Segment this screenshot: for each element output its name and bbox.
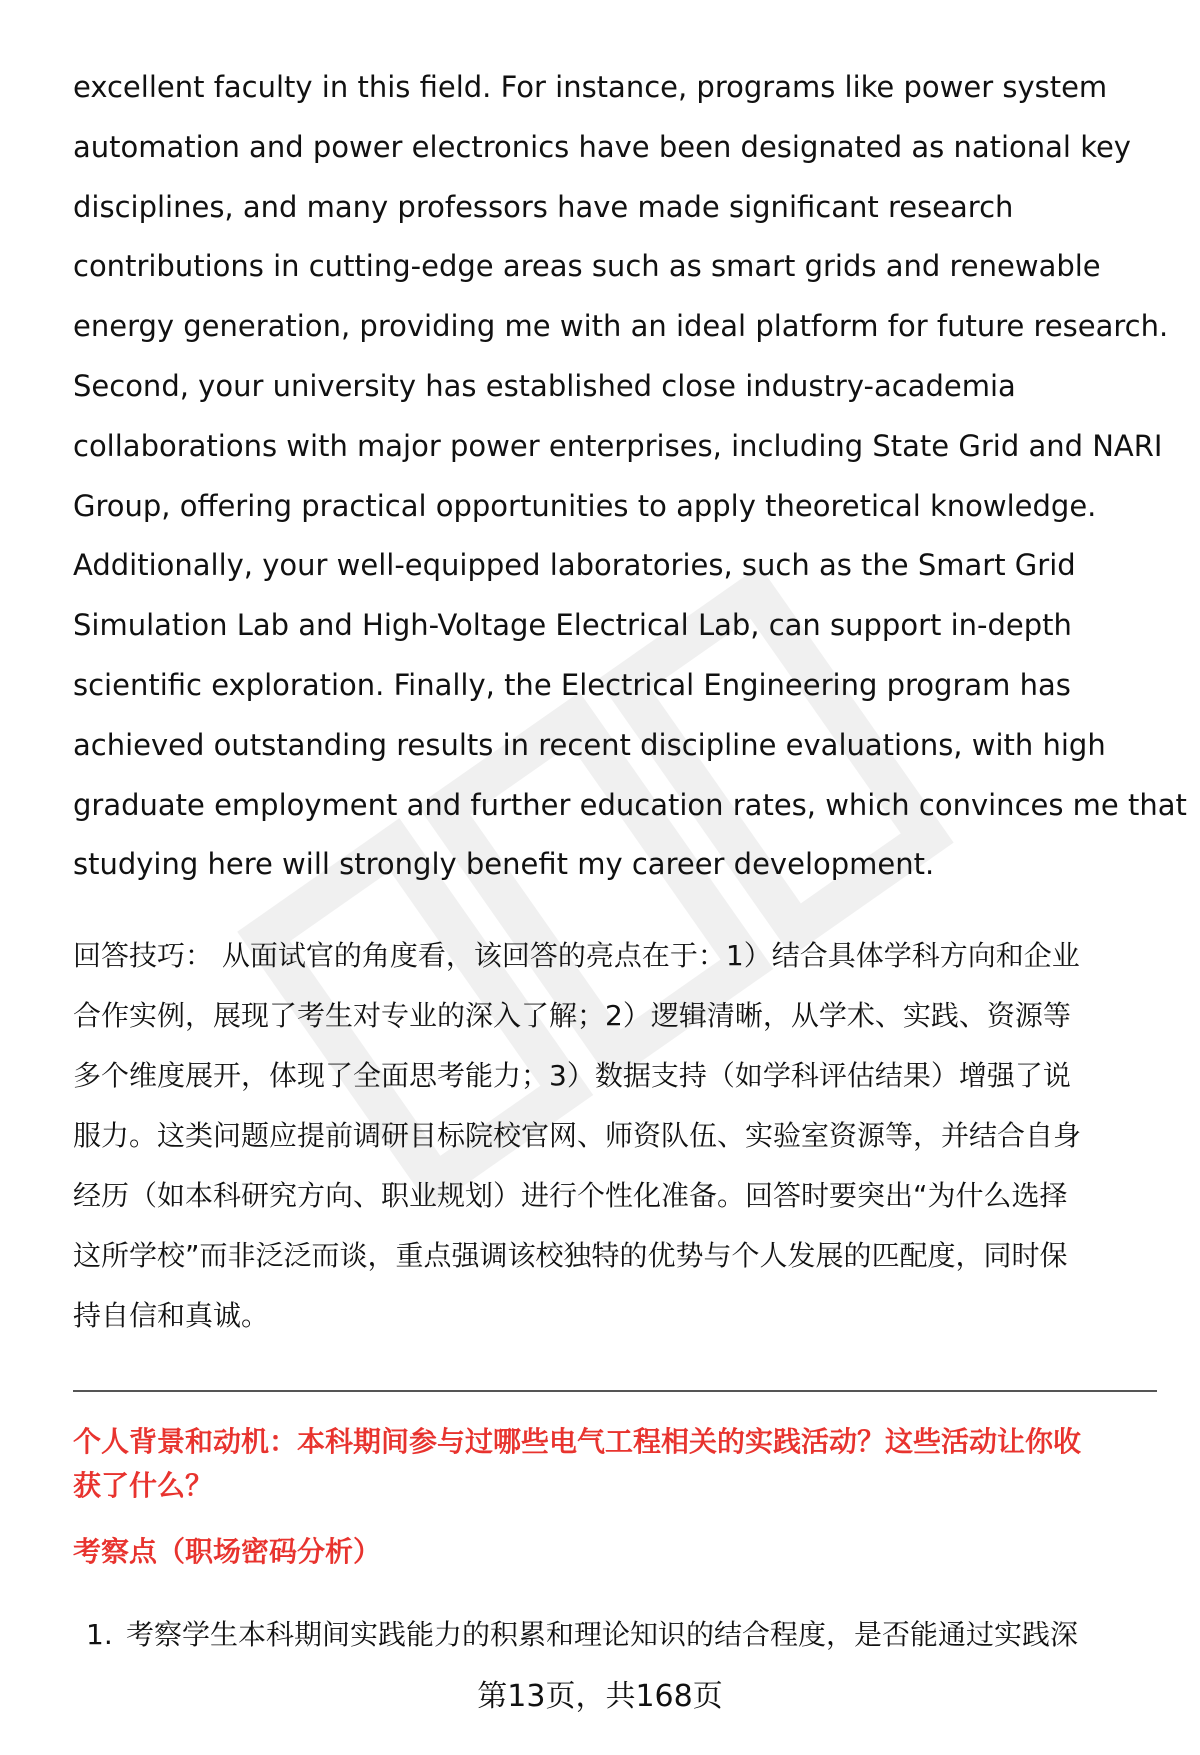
tips-line: 服力。这类问题应提前调研目标院校官网、师资队伍、实验室资源等，并结合自身 bbox=[73, 1119, 1082, 1152]
assessment-points-heading: 考察点（职场密码分析） bbox=[73, 1535, 382, 1568]
answer-line: Group, offering practical opportunities to apply theoretical knowledge. bbox=[73, 488, 1097, 523]
question-heading-line: 获了什么？ bbox=[73, 1469, 214, 1502]
page-number-footer: 第13页，共168页 bbox=[477, 1679, 723, 1714]
answer-line: collaborations with major power enterprises, including State Grid and NARI bbox=[73, 428, 1163, 463]
tips-line: 回答技巧： 从面试官的角度看，该回答的亮点在于：1）结合具体学科方向和企业 bbox=[73, 939, 1080, 972]
tips-line: 经历（如本科研究方向、职业规划）进行个性化准备。回答时要突出“为什么选择 bbox=[73, 1179, 1068, 1212]
answer-line: Additionally, your well-equipped laboratories, such as the Smart Grid bbox=[73, 548, 1076, 583]
list-item bbox=[86, 1613, 1166, 1657]
question-heading bbox=[73, 1420, 1163, 1508]
answer-line: Second, your university has established close industry-academia bbox=[73, 368, 1016, 403]
answer-line: achieved outstanding results in recent discipline evaluations, with high bbox=[73, 727, 1106, 762]
answer-line: scientific exploration. Finally, the Electrical Engineering program has bbox=[73, 667, 1071, 702]
answer-line: disciplines, and many professors have made significant research bbox=[73, 189, 1014, 224]
list-item-number: 1. bbox=[86, 1618, 113, 1651]
answer-line: contributions in cutting-edge areas such as smart grids and renewable bbox=[73, 249, 1101, 284]
answer-line: graduate employment and further education rates, which convinces me that bbox=[73, 787, 1187, 822]
list-item-text: 考察学生本科期间实践能力的积累和理论知识的结合程度，是否能通过实践深 bbox=[126, 1618, 1079, 1651]
answer-line: automation and power electronics have been designated as national key bbox=[73, 129, 1131, 164]
answer-line: excellent faculty in this field. For instance, programs like power system bbox=[73, 70, 1108, 104]
tips-line: 持自信和真诚。 bbox=[73, 1299, 270, 1332]
question-heading-line: 个人背景和动机：本科期间参与过哪些电气工程相关的实践活动？这些活动让你收 bbox=[73, 1425, 1082, 1458]
answer-line: studying here will strongly benefit my career development. bbox=[73, 847, 935, 882]
section-divider bbox=[73, 1390, 1157, 1392]
tips-line: 合作实例，展现了考生对专业的深入了解；2）逻辑清晰，从学术、实践、资源等 bbox=[73, 999, 1071, 1032]
tips-line: 这所学校”而非泛泛而谈，重点强调该校独特的优势与个人发展的匹配度，同时保 bbox=[73, 1239, 1068, 1272]
answer-line: energy generation, providing me with an ideal platform for future research. bbox=[73, 309, 1169, 344]
tips-line: 多个维度展开，体现了全面思考能力；3）数据支持（如学科评估结果）增强了说 bbox=[73, 1059, 1071, 1092]
answer-tips-paragraph bbox=[73, 926, 1153, 1346]
answer-english-paragraph bbox=[73, 58, 1187, 895]
answer-line: Simulation Lab and High-Voltage Electrical Lab, can support in-depth bbox=[73, 608, 1072, 643]
